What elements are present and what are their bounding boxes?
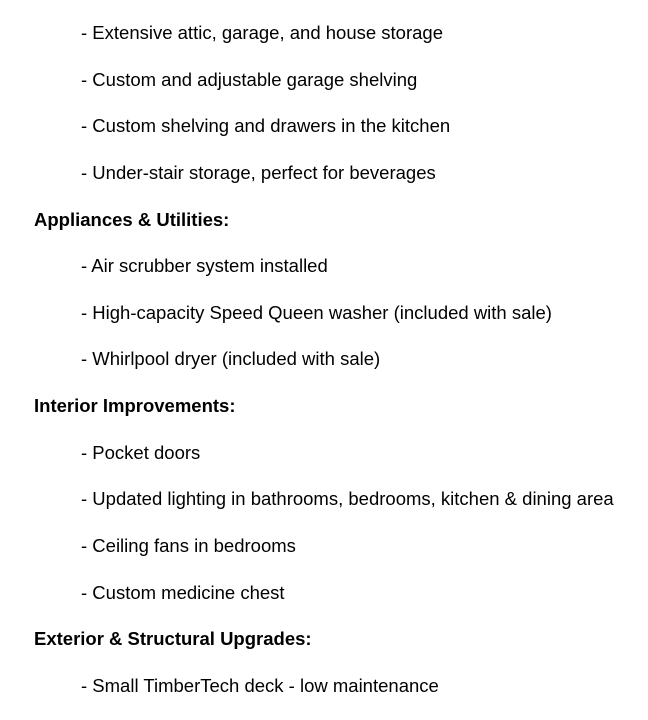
appliances-heading: Appliances & Utilities: <box>34 209 230 230</box>
interior-item-ceiling-fans: - Ceiling fans in bedrooms <box>81 535 296 556</box>
interior-item-lighting: - Updated lighting in bathrooms, bedrooms, kitchen & dining area <box>81 488 614 509</box>
appliances-item-air-scrubber: - Air scrubber system installed <box>81 255 328 276</box>
exterior-heading: Exterior & Structural Upgrades: <box>34 628 312 649</box>
interior-item-pocket-doors: - Pocket doors <box>81 442 201 463</box>
appliances-item-washer: - High-capacity Speed Queen washer (included with sale) <box>81 302 552 323</box>
appliances-item-dryer: - Whirlpool dryer (included with sale) <box>81 348 381 369</box>
interior-item-medicine-chest: - Custom medicine chest <box>81 582 285 603</box>
storage-item-attic: - Extensive attic, garage, and house storage <box>81 22 443 43</box>
storage-item-garage-shelving: - Custom and adjustable garage shelving <box>81 69 418 90</box>
storage-item-under-stair: - Under-stair storage, perfect for beverages <box>81 162 436 183</box>
exterior-item-deck: - Small TimberTech deck - low maintenance <box>81 675 439 696</box>
storage-item-kitchen: - Custom shelving and drawers in the kitchen <box>81 115 451 136</box>
interior-heading: Interior Improvements: <box>34 395 236 416</box>
